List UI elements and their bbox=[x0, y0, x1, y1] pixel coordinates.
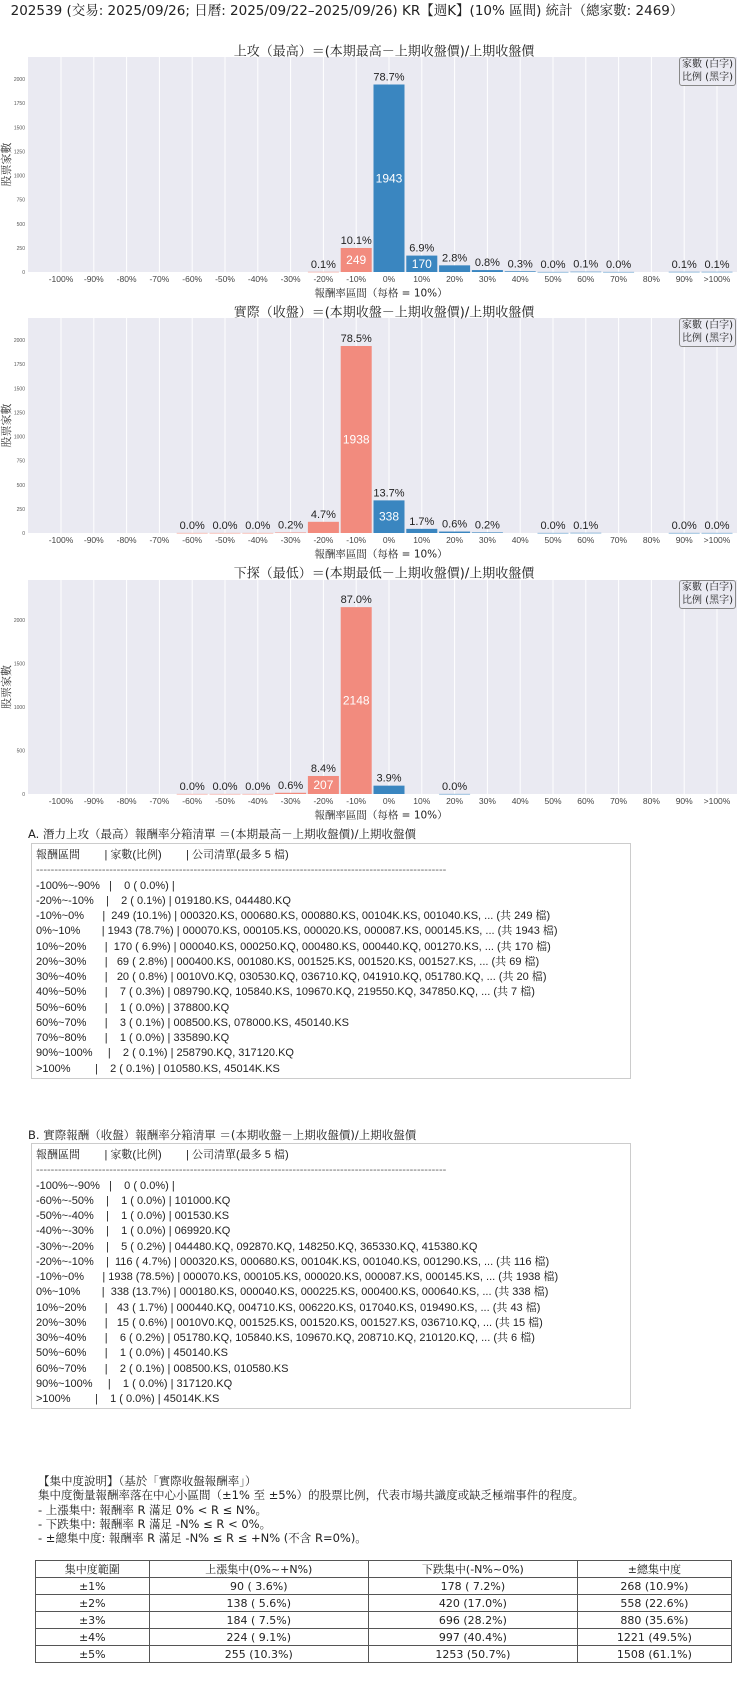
list-row: 30%~40% | 6 ( 0.2%) | 051780.KQ, 105840.KS, 109670.KQ, 208710.KQ, 210120.KQ, ... (共 6 檔) bbox=[36, 1332, 535, 1344]
bar bbox=[308, 522, 339, 533]
x-tick-label: 70% bbox=[610, 535, 628, 545]
table-cell: 178 ( 7.2%) bbox=[368, 1578, 577, 1595]
legend-count-label: 家數 (白字) bbox=[682, 59, 733, 70]
explanation-line: 【集中度說明】（基於「實際收盤報酬率」） bbox=[38, 1474, 257, 1488]
bar-percent-label: 78.5% bbox=[340, 332, 372, 345]
section-b-list bbox=[31, 1143, 631, 1409]
bar bbox=[570, 533, 601, 534]
list-row: 20%~30% | 15 ( 0.6%) | 0010V0.KQ, 001525.KS, 001520.KS, 001527.KS, 036710.KQ, ... (共 15 檔) bbox=[36, 1316, 543, 1329]
y-tick-label: 1750 bbox=[13, 362, 25, 369]
bar-count-label: 1943 bbox=[375, 171, 403, 186]
section-a-title: A. 潛力上攻（最高）報酬率分箱清單 ＝(本期最高－上期收盤價)/上期收盤價 bbox=[28, 827, 416, 841]
list-row: 60%~70% | 3 ( 0.1%) | 008500.KS, 078000.KS, 450140.KS bbox=[36, 1016, 350, 1029]
bar-percent-label: 6.9% bbox=[409, 242, 435, 255]
list-row: -10%~0% | 249 (10.1%) | 000320.KS, 000680.KS, 000880.KS, 00104K.KS, 001040.KS, ... (共 249 檔) bbox=[36, 910, 551, 922]
x-tick-label: -90% bbox=[83, 274, 104, 284]
bar-percent-label: 0.8% bbox=[474, 257, 500, 270]
y-tick-label: 1250 bbox=[13, 410, 25, 417]
bar-percent-label: 0.0% bbox=[540, 258, 566, 271]
bar-percent-label: 0.0% bbox=[179, 780, 205, 793]
x-tick-label: >100% bbox=[703, 796, 731, 806]
bar-percent-label: 13.7% bbox=[373, 487, 405, 500]
y-tick-label: 2000 bbox=[13, 77, 25, 84]
y-tick-label: 1500 bbox=[13, 386, 25, 393]
x-tick-label: >100% bbox=[703, 535, 731, 545]
bar bbox=[472, 532, 503, 533]
list-divider: ---------------------------------------------------------------------------------------------------------------- bbox=[36, 1164, 447, 1177]
chart-legend-low bbox=[679, 580, 736, 609]
list-row: 50%~60% | 1 ( 0.0%) | 378800.KQ bbox=[36, 1001, 230, 1014]
table-cell: 138 ( 5.6%) bbox=[149, 1595, 368, 1612]
x-tick-label: 90% bbox=[675, 274, 693, 284]
bar-percent-label: 0.0% bbox=[245, 519, 271, 532]
x-tick-label: -80% bbox=[116, 274, 137, 284]
y-axis-label: 股票家數 bbox=[0, 142, 13, 187]
x-axis-label-low: 報酬率區間（每格 = 10%） bbox=[314, 809, 448, 822]
x-tick-label: 30% bbox=[478, 274, 496, 284]
bar-count-label: 170 bbox=[411, 256, 432, 271]
table-cell: 997 (40.4%) bbox=[368, 1629, 577, 1646]
bar bbox=[374, 786, 405, 794]
table-row bbox=[36, 1646, 732, 1663]
section-b-title: B. 實際報酬（收盤）報酬率分箱清單 ＝(本期收盤－上期收盤價)/上期收盤價 bbox=[28, 1128, 417, 1142]
x-tick-label: 70% bbox=[610, 796, 628, 806]
x-tick-label: -40% bbox=[247, 274, 268, 284]
x-axis-label-high: 報酬率區間（每格 = 10%） bbox=[314, 287, 448, 300]
bar bbox=[439, 532, 470, 533]
concentration-explanation bbox=[38, 1474, 584, 1545]
bar-percent-label: 0.0% bbox=[245, 780, 271, 793]
x-tick-label: -20% bbox=[313, 796, 334, 806]
bar-percent-label: 0.1% bbox=[310, 258, 336, 271]
table-cell: 696 (28.2%) bbox=[368, 1612, 577, 1629]
x-tick-label: 30% bbox=[478, 796, 496, 806]
x-tick-label: -20% bbox=[313, 274, 334, 284]
list-row: 0%~10% | 1943 (78.7%) | 000070.KS, 000105.KS, 000020.KS, 000087.KS, 000145.KS, ... (共 1943 檔) bbox=[36, 925, 558, 938]
x-tick-label: -30% bbox=[280, 796, 301, 806]
concentration-table bbox=[35, 1560, 732, 1663]
x-tick-label: 60% bbox=[577, 274, 595, 284]
list-row: 50%~60% | 1 ( 0.0%) | 450140.KS bbox=[36, 1347, 228, 1360]
list-row: -10%~0% | 1938 (78.5%) | 000070.KS, 000105.KS, 000020.KS, 000087.KS, 000145.KS, ... (共 1938 檔) bbox=[36, 1271, 559, 1283]
x-tick-label: 10% bbox=[413, 535, 431, 545]
bar bbox=[177, 533, 208, 534]
bar-count-label: 207 bbox=[313, 777, 334, 792]
list-row: 10%~20% | 170 ( 6.9%) | 000040.KS, 000250.KQ, 000480.KS, 000440.KQ, 001270.KS, ... (共 170 檔) bbox=[36, 940, 551, 953]
x-tick-label: -60% bbox=[182, 796, 203, 806]
column-header: 上漲集中(0%~+N%) bbox=[149, 1561, 368, 1578]
y-tick-label: 0 bbox=[22, 531, 25, 537]
y-tick-label: 2000 bbox=[13, 338, 25, 345]
bar bbox=[242, 794, 273, 795]
list-row: 20%~30% | 69 ( 2.8%) | 000400.KS, 001080.KS, 001525.KS, 001520.KS, 001527.KS, ... (共 69 檔) bbox=[36, 955, 540, 968]
table-cell: ±3% bbox=[36, 1612, 150, 1629]
bar bbox=[669, 533, 700, 534]
x-tick-label: -100% bbox=[48, 535, 74, 545]
bar bbox=[538, 533, 569, 534]
bar-count-label: 2148 bbox=[342, 693, 370, 708]
page-title: 202539 (交易: 2025/09/26; 日曆: 2025/09/22–2025/09/26) KR【週K】(10% 區間) 統計（總家數: 2469） bbox=[10, 3, 684, 19]
explanation-line: 集中度衡量報酬率落在中心小區間（±1% 至 ±5%）的股票比例，代表市場共識度或缺乏極端事件的程度。 bbox=[38, 1488, 585, 1503]
y-tick-label: 1250 bbox=[13, 149, 25, 156]
chart-title-close: 實際（收盤）＝(本期收盤－上期收盤價)/上期收盤價 bbox=[233, 305, 535, 321]
x-tick-label: -90% bbox=[83, 796, 104, 806]
list-row: -30%~-20% | 5 ( 0.2%) | 044480.KQ, 092870.KQ, 148250.KQ, 365330.KQ, 415380.KQ bbox=[36, 1240, 478, 1253]
table-cell: ±1% bbox=[36, 1578, 150, 1595]
table-cell: 880 (35.6%) bbox=[577, 1612, 731, 1629]
table-cell: 224 ( 9.1%) bbox=[149, 1629, 368, 1646]
y-tick-label: 750 bbox=[16, 458, 25, 465]
bar-percent-label: 0.6% bbox=[278, 779, 304, 792]
column-header: 集中度範圍 bbox=[36, 1561, 150, 1578]
x-tick-label: 0% bbox=[382, 796, 396, 806]
chart-2 bbox=[0, 580, 737, 806]
chart-legend-high bbox=[679, 57, 736, 86]
bar bbox=[275, 793, 306, 794]
bar-percent-label: 0.0% bbox=[179, 519, 205, 532]
x-tick-label: 30% bbox=[478, 535, 496, 545]
bar-percent-label: 0.1% bbox=[573, 519, 599, 532]
x-tick-label: -30% bbox=[280, 274, 301, 284]
bar-percent-label: 0.2% bbox=[278, 519, 304, 532]
x-tick-label: 90% bbox=[675, 796, 693, 806]
list-row: 90%~100% | 1 ( 0.0%) | 317120.KQ bbox=[36, 1377, 233, 1390]
table-cell: 1253 (50.7%) bbox=[368, 1646, 577, 1663]
table-row bbox=[36, 1629, 732, 1646]
table-cell: ±4% bbox=[36, 1629, 150, 1646]
bar-percent-label: 4.7% bbox=[310, 508, 336, 521]
table-row bbox=[36, 1595, 732, 1612]
list-row: 70%~80% | 1 ( 0.0%) | 335890.KQ bbox=[36, 1032, 230, 1044]
bar-percent-label: 2.8% bbox=[442, 252, 468, 265]
bar bbox=[538, 272, 569, 273]
x-tick-label: -30% bbox=[280, 535, 301, 545]
y-tick-label: 2000 bbox=[13, 618, 25, 625]
bar-percent-label: 0.0% bbox=[671, 519, 697, 532]
bar bbox=[570, 272, 601, 273]
list-row: -20%~-10% | 2 ( 0.1%) | 019180.KS, 044480.KQ bbox=[36, 894, 291, 907]
x-tick-label: -70% bbox=[149, 274, 170, 284]
bar-percent-label: 0.0% bbox=[212, 519, 238, 532]
x-tick-label: -100% bbox=[48, 796, 74, 806]
x-tick-label: 60% bbox=[577, 796, 595, 806]
x-tick-label: -40% bbox=[247, 535, 268, 545]
x-tick-label: -50% bbox=[215, 274, 235, 284]
list-row: -20%~-10% | 116 ( 4.7%) | 000320.KS, 000680.KS, 00104K.KS, 001040.KS, 001290.KS, ... (共 116 檔) bbox=[36, 1255, 550, 1268]
bar-percent-label: 0.0% bbox=[606, 258, 632, 271]
column-header: ±總集中度 bbox=[577, 1561, 731, 1578]
explanation-line: - ±總集中度: 報酬率 R 滿足 -N% ≤ R ≤ +N% (不含 R=0%)。 bbox=[38, 1531, 367, 1546]
list-row: 90%~100% | 2 ( 0.1%) | 258790.KQ, 317120.KQ bbox=[36, 1047, 294, 1060]
table-cell: 90 ( 3.6%) bbox=[149, 1578, 368, 1595]
x-tick-label: 20% bbox=[446, 274, 464, 284]
y-axis-label: 股票家數 bbox=[0, 665, 13, 709]
bar bbox=[505, 271, 536, 272]
x-tick-label: 50% bbox=[544, 274, 562, 284]
x-tick-label: 80% bbox=[642, 796, 660, 806]
legend-ratio-label: 比例 (黑字) bbox=[682, 595, 733, 606]
bar-count-label: 338 bbox=[378, 509, 400, 524]
bar-percent-label: 0.6% bbox=[442, 518, 468, 531]
y-tick-label: 750 bbox=[16, 197, 25, 204]
x-tick-label: 50% bbox=[544, 796, 562, 806]
bar bbox=[439, 794, 470, 795]
bar bbox=[603, 272, 634, 273]
bar-percent-label: 0.1% bbox=[704, 258, 730, 271]
table-row bbox=[36, 1612, 732, 1629]
x-tick-label: 20% bbox=[446, 796, 464, 806]
plot-area bbox=[28, 580, 737, 794]
x-tick-label: 80% bbox=[642, 535, 660, 545]
bar-percent-label: 0.0% bbox=[704, 519, 730, 532]
chart-title-low: 下探（最低）＝(本期最低－上期收盤價)/上期收盤價 bbox=[233, 566, 535, 582]
legend-ratio-label: 比例 (黑字) bbox=[682, 72, 733, 83]
x-tick-label: -10% bbox=[346, 274, 367, 284]
list-row: >100% | 1 ( 0.0%) | 45014K.KS bbox=[36, 1393, 220, 1405]
bar bbox=[702, 533, 733, 534]
table-cell: 558 (22.6%) bbox=[577, 1595, 731, 1612]
legend-count-label: 家數 (白字) bbox=[682, 582, 733, 593]
x-tick-label: -10% bbox=[346, 535, 367, 545]
explanation-line: - 上漲集中: 報酬率 R 滿足 0% < R ≤ N%。 bbox=[38, 1502, 267, 1517]
list-row: -100%~-90% | 0 ( 0.0%) | bbox=[36, 879, 175, 892]
bar-count-label: 249 bbox=[346, 252, 367, 267]
chart-0 bbox=[0, 57, 737, 284]
list-row: -40%~-30% | 1 ( 0.0%) | 069920.KQ bbox=[36, 1225, 231, 1238]
x-tick-label: -60% bbox=[182, 274, 203, 284]
y-tick-label: 500 bbox=[16, 221, 25, 228]
list-row: -50%~-40% | 1 ( 0.0%) | 001530.KS bbox=[36, 1210, 230, 1222]
y-tick-label: 250 bbox=[16, 506, 25, 513]
bar bbox=[242, 533, 273, 534]
table-cell: 184 ( 7.5%) bbox=[149, 1612, 368, 1629]
list-row: 30%~40% | 20 ( 0.8%) | 0010V0.KQ, 030530.KQ, 036710.KQ, 041910.KQ, 051780.KQ, ... (共 20 檔) bbox=[36, 971, 547, 983]
x-tick-label: 70% bbox=[610, 274, 628, 284]
x-tick-label: 90% bbox=[675, 535, 693, 545]
y-tick-label: 1000 bbox=[13, 434, 25, 441]
list-row: 0%~10% | 338 (13.7%) | 000180.KS, 000040.KS, 000225.KS, 000400.KS, 000640.KS, ... (共 338 檔) bbox=[36, 1286, 549, 1299]
table-cell: ±5% bbox=[36, 1646, 150, 1663]
list-divider: ---------------------------------------------------------------------------------------------------------------- bbox=[36, 864, 447, 877]
explanation-line: - 下跌集中: 報酬率 R 滿足 -N% ≤ R < 0%。 bbox=[38, 1516, 272, 1531]
y-tick-label: 250 bbox=[16, 245, 25, 252]
y-tick-label: 0 bbox=[22, 270, 25, 276]
y-tick-label: 500 bbox=[16, 482, 25, 489]
chart-legend-close bbox=[679, 318, 736, 347]
column-header: 下跌集中(-N%~0%) bbox=[368, 1561, 577, 1578]
x-tick-label: -20% bbox=[313, 535, 334, 545]
x-tick-label: -50% bbox=[215, 535, 235, 545]
bar-percent-label: 0.0% bbox=[442, 780, 468, 793]
y-tick-label: 0 bbox=[22, 792, 25, 798]
list-row: -60%~-50% | 1 ( 0.0%) | 101000.KQ bbox=[36, 1194, 231, 1207]
y-tick-label: 1000 bbox=[13, 173, 25, 180]
legend-count-label: 家數 (白字) bbox=[682, 320, 733, 331]
x-tick-label: >100% bbox=[703, 274, 731, 284]
table-cell: 420 (17.0%) bbox=[368, 1595, 577, 1612]
x-tick-label: 40% bbox=[511, 535, 529, 545]
y-tick-label: 1000 bbox=[13, 705, 25, 712]
x-tick-label: -90% bbox=[83, 535, 104, 545]
x-tick-label: 10% bbox=[413, 796, 431, 806]
y-tick-label: 500 bbox=[16, 748, 25, 755]
y-tick-label: 1500 bbox=[13, 661, 25, 668]
x-tick-label: 0% bbox=[382, 535, 396, 545]
bar bbox=[669, 272, 700, 273]
bar-percent-label: 0.3% bbox=[507, 258, 533, 271]
bar-percent-label: 0.2% bbox=[474, 519, 500, 532]
x-tick-label: -70% bbox=[149, 796, 170, 806]
list-row: 60%~70% | 2 ( 0.1%) | 008500.KS, 010580.KS bbox=[36, 1362, 289, 1375]
bar-percent-label: 8.4% bbox=[310, 762, 336, 775]
chart-title-high: 上攻（最高）＝(本期最高－上期收盤價)/上期收盤價 bbox=[233, 44, 535, 60]
table-cell: 268 (10.9%) bbox=[577, 1578, 731, 1595]
x-tick-label: -80% bbox=[116, 796, 137, 806]
bar-percent-label: 0.1% bbox=[671, 258, 697, 271]
bar bbox=[210, 533, 241, 534]
x-tick-label: -40% bbox=[247, 796, 268, 806]
table-cell: 1221 (49.5%) bbox=[577, 1629, 731, 1646]
bar-percent-label: 10.1% bbox=[340, 234, 372, 247]
x-tick-label: 40% bbox=[511, 274, 529, 284]
histogram-charts bbox=[0, 0, 740, 830]
table-header-row bbox=[36, 1561, 732, 1578]
bar-percent-label: 87.0% bbox=[340, 594, 372, 607]
x-tick-label: -10% bbox=[346, 796, 367, 806]
bar-percent-label: 0.0% bbox=[212, 780, 238, 793]
bar bbox=[275, 533, 306, 534]
bar bbox=[210, 794, 241, 795]
bar-percent-label: 78.7% bbox=[373, 71, 405, 84]
y-axis-label: 股票家數 bbox=[0, 403, 13, 448]
table-cell: 255 (10.3%) bbox=[149, 1646, 368, 1663]
list-row: 40%~50% | 7 ( 0.3%) | 089790.KQ, 105840.KS, 109670.KQ, 219550.KQ, 347850.KQ, ... (共 7 檔) bbox=[36, 986, 535, 999]
chart-1 bbox=[0, 318, 737, 545]
bar-count-label: 1938 bbox=[342, 432, 370, 447]
x-tick-label: 10% bbox=[413, 274, 431, 284]
section-a-list bbox=[31, 843, 631, 1079]
x-tick-label: 20% bbox=[446, 535, 464, 545]
x-tick-label: -50% bbox=[215, 796, 235, 806]
x-tick-label: 60% bbox=[577, 535, 595, 545]
x-tick-label: -60% bbox=[182, 535, 203, 545]
x-tick-label: 0% bbox=[382, 274, 396, 284]
x-tick-label: -100% bbox=[48, 274, 74, 284]
bar bbox=[472, 270, 503, 272]
bar-percent-label: 0.0% bbox=[540, 519, 566, 532]
table-cell: 1508 (61.1%) bbox=[577, 1646, 731, 1663]
list-header: 報酬區間 | 家數(比例) | 公司清單(最多 5 檔) bbox=[36, 1149, 289, 1161]
bar bbox=[308, 272, 339, 273]
list-row: 10%~20% | 43 ( 1.7%) | 000440.KQ, 004710.KS, 006220.KS, 017040.KS, 019490.KS, ... (共 43 檔) bbox=[36, 1301, 541, 1314]
bar bbox=[702, 272, 733, 273]
bar bbox=[439, 265, 470, 272]
bar-percent-label: 3.9% bbox=[376, 772, 402, 785]
list-header: 報酬區間 | 家數(比例) | 公司清單(最多 5 檔) bbox=[36, 849, 289, 861]
x-tick-label: 80% bbox=[642, 274, 660, 284]
x-axis-label-close: 報酬率區間（每格 = 10%） bbox=[314, 548, 448, 561]
bar-percent-label: 1.7% bbox=[409, 515, 435, 528]
table-cell: ±2% bbox=[36, 1595, 150, 1612]
x-tick-label: 40% bbox=[511, 796, 529, 806]
list-row: >100% | 2 ( 0.1%) | 010580.KS, 45014K.KS bbox=[36, 1062, 280, 1075]
bar bbox=[406, 529, 437, 533]
y-tick-label: 1500 bbox=[13, 125, 25, 132]
x-tick-label: 50% bbox=[544, 535, 562, 545]
list-row: -100%~-90% | 0 ( 0.0%) | bbox=[36, 1179, 175, 1192]
y-tick-label: 1750 bbox=[13, 101, 25, 108]
table-row bbox=[36, 1578, 732, 1595]
x-tick-label: -80% bbox=[116, 535, 137, 545]
bar bbox=[177, 794, 208, 795]
legend-ratio-label: 比例 (黑字) bbox=[682, 333, 733, 344]
bar-percent-label: 0.1% bbox=[573, 258, 599, 271]
x-tick-label: -70% bbox=[149, 535, 170, 545]
